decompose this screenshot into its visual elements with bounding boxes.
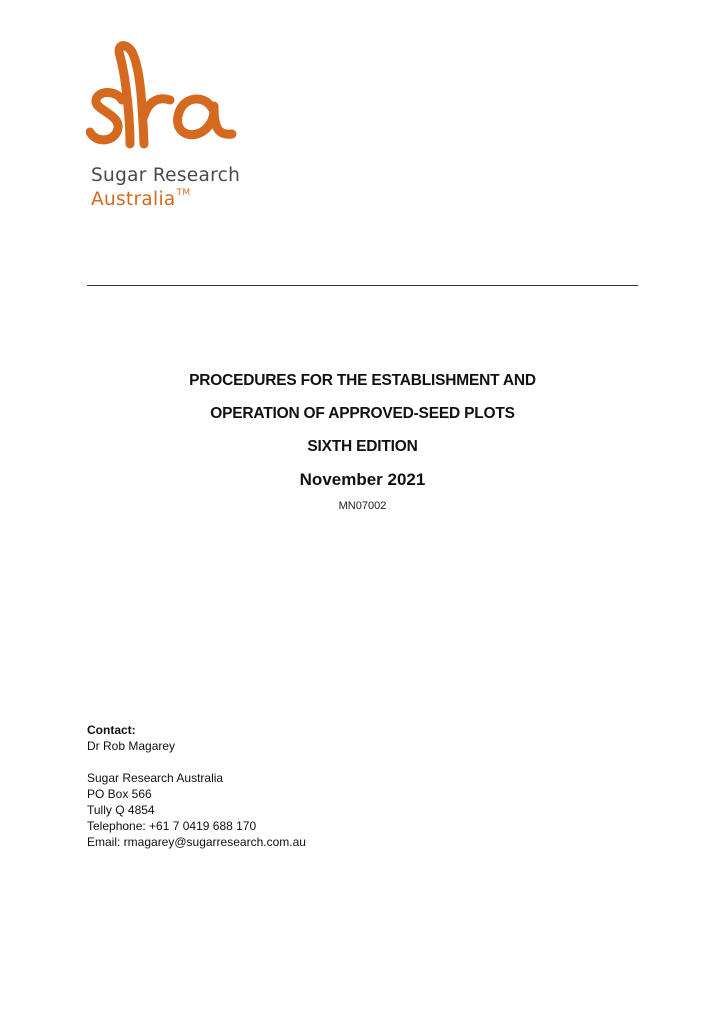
contact-name: Dr Rob Magarey — [87, 739, 176, 753]
contact-organisation: Sugar Research Australia — [87, 771, 224, 785]
horizontal-divider — [87, 285, 638, 286]
contact-email: Email: rmagarey@sugarresearch.com.au — [87, 835, 306, 849]
edition-label: SIXTH EDITION — [307, 438, 418, 455]
logo-text-sugar-research: Sugar Research — [91, 165, 241, 186]
publication-date: November 2021 — [299, 470, 426, 489]
title-block — [87, 370, 638, 513]
contact-spacer — [87, 754, 487, 770]
contact-label: Contact: — [87, 723, 136, 737]
title-line-1: PROCEDURES FOR THE ESTABLISHMENT AND — [189, 372, 536, 389]
contact-po-box: PO Box 566 — [87, 787, 152, 801]
trademark-mark: TM — [176, 188, 191, 198]
sra-logo — [86, 38, 256, 218]
title-line-2: OPERATION OF APPROVED-SEED PLOTS — [210, 405, 515, 422]
document-code: MN07002 — [338, 500, 387, 512]
sra-logo-mark — [86, 38, 246, 156]
contact-locality: Tully Q 4854 — [87, 803, 155, 817]
contact-block — [87, 722, 487, 850]
contact-telephone: Telephone: +61 7 0419 688 170 — [87, 819, 257, 833]
logo-text-australia: Australia™ — [91, 188, 191, 210]
